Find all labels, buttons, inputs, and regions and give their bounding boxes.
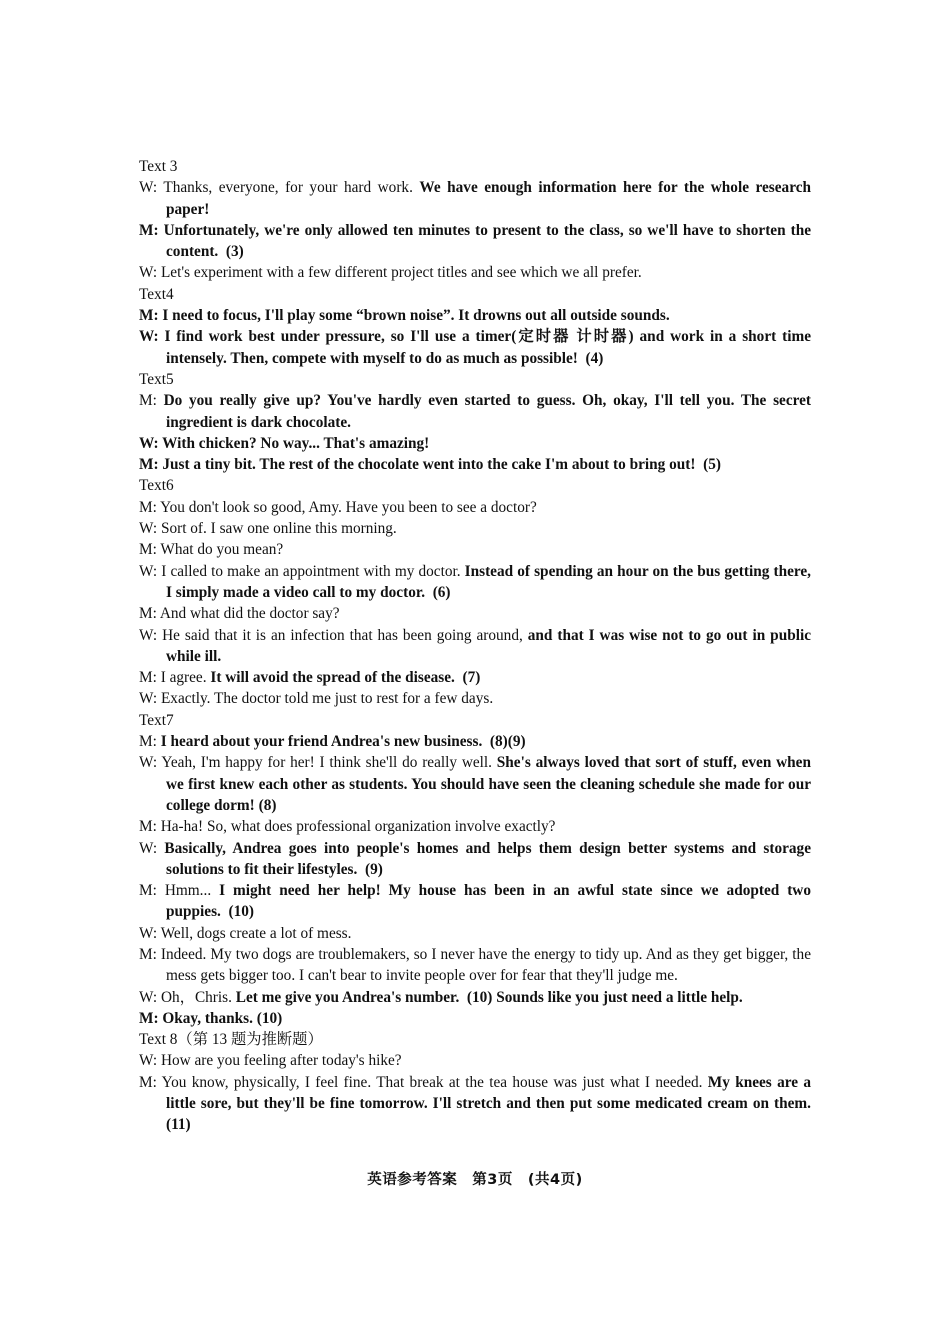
speaker-label: M:	[139, 307, 159, 325]
dialogue-text: My knees are a little sore, but they'll be fine tomorrow. I'll stretch and then put some medicated cream on them. (11)	[166, 1073, 811, 1134]
dialogue-text: Well, dogs create a lot of mess.	[160, 924, 352, 942]
speaker-label: M:	[139, 456, 159, 474]
speaker-label: W:	[139, 179, 158, 197]
dialogue-text: Unfortunately, we're only allowed ten minutes to present to the class, so we'll have to shorten the content. (3)	[163, 221, 812, 261]
dialogue-text: I called to make an appointment with my doctor.	[161, 562, 465, 580]
dialogue-text: You know, physically, I feel fine. That break at the tea house was just what I needed.	[161, 1073, 708, 1091]
dialogue-text: Hmm...	[164, 882, 220, 900]
speaker-label: W:	[139, 434, 159, 452]
dialogue-text: Indeed. My two dogs are troublemakers, so I never have the energy to tidy up. And as they get bigger, the mess gets bigger too. I can't bear to invite people over for fear that they'll judge me.	[160, 945, 811, 985]
speaker-label: W:	[139, 754, 158, 772]
dialogue-text: Yeah, I'm happy for her! I think she'll do really well.	[161, 754, 497, 772]
speaker-label: M:	[139, 882, 157, 900]
dialogue-text: We have enough information here for the whole research paper!	[166, 179, 811, 218]
speaker-label: W:	[139, 839, 158, 857]
dialogue-text: Sort of. I saw one online this morning.	[160, 520, 397, 538]
dialogue-text: Let's experiment with a few different project titles and see which we all prefer.	[160, 264, 642, 282]
speaker-label: M:	[139, 541, 157, 559]
section-heading: Text4	[139, 285, 174, 303]
dialogue-text: With chicken? No way... That's amazing!	[162, 434, 430, 452]
dialogue-text: I might need her help! My house has been in an awful state since we adopted two puppies. (10)	[166, 882, 812, 921]
dialogue-text: And what did the doctor say?	[159, 605, 340, 623]
dialogue-line	[139, 944, 811, 987]
dialogue-line	[139, 518, 811, 539]
dialogue-line	[139, 454, 811, 475]
dialogue-text: I heard about your friend Andrea's new business. (8)(9)	[160, 733, 526, 751]
dialogue-text: It will avoid the spread of the disease. (7)	[210, 669, 481, 687]
dialogue-line	[139, 497, 811, 518]
dialogue-line	[139, 539, 811, 560]
dialogue-line	[139, 688, 811, 709]
dialogue-line	[139, 1050, 811, 1071]
dialogue-line	[139, 880, 811, 923]
speaker-label: M:	[139, 1009, 159, 1027]
dialogue-line	[139, 625, 811, 668]
dialogue-text: Basically, Andrea goes into people's homes and helps them design better systems and storage solutions to fit their lifestyles. (9)	[164, 839, 811, 878]
speaker-label: W:	[139, 690, 158, 708]
dialogue-text: and that I was wise not to go out in public while ill.	[166, 626, 811, 665]
dialogue-text: Do you really give up? You've hardly even started to guess. Oh, okay, I'll tell you. The secret ingredient is dark chocolate.	[163, 392, 811, 431]
speaker-label: W:	[139, 924, 158, 942]
dialogue-line	[139, 390, 811, 433]
section-heading: Text 8（第 13 题为推断题）	[139, 1031, 323, 1049]
speaker-label: W:	[139, 328, 159, 346]
speaker-label: M:	[139, 498, 157, 516]
dialogue-line	[139, 923, 811, 944]
dialogue-text: I agree.	[160, 669, 211, 687]
dialogue-text: Okay, thanks. (10)	[162, 1009, 283, 1027]
dialogue-text: Let me give you Andrea's number. (10) Sounds like you just need a little help.	[235, 988, 743, 1006]
speaker-label: W:	[139, 520, 158, 538]
speaker-label: M:	[139, 1073, 157, 1091]
dialogue-text: Instead of spending an hour on the bus getting there, I simply made a video call to my doctor. (6)	[166, 562, 812, 601]
dialogue-line	[139, 433, 811, 454]
dialogue-line	[139, 177, 811, 220]
dialogue-text: Oh，Chris.	[160, 988, 236, 1006]
speaker-label: M:	[139, 669, 157, 687]
dialogue-line	[139, 603, 811, 624]
section-heading: Text7	[139, 711, 174, 729]
page-footer: 英语参考答案 第3页 (共4页)	[367, 1172, 583, 1188]
dialogue-text: She's always loved that sort of stuff, even when we first knew each other as students. You should have seen the cleaning schedule she made for our college dorm! (8)	[166, 754, 811, 814]
dialogue-line	[139, 731, 811, 752]
dialogue-line	[139, 220, 811, 263]
dialogue-line	[139, 1008, 811, 1029]
answer-transcript	[139, 156, 811, 1136]
speaker-label: W:	[139, 1052, 158, 1070]
section-heading: Text5	[139, 370, 174, 388]
dialogue-line	[139, 816, 811, 837]
speaker-label: M:	[139, 945, 157, 963]
dialogue-line	[139, 838, 811, 881]
dialogue-line	[139, 987, 811, 1008]
dialogue-text: Thanks, everyone, for your hard work.	[163, 179, 420, 197]
section-heading: Text6	[139, 477, 174, 495]
dialogue-line	[139, 262, 811, 283]
speaker-label: W:	[139, 626, 158, 644]
dialogue-line	[139, 561, 811, 604]
dialogue-text: He said that it is an infection that has been going around,	[162, 626, 528, 644]
dialogue-text: How are you feeling after today's hike?	[160, 1052, 402, 1070]
dialogue-line	[139, 326, 811, 369]
speaker-label: W:	[139, 264, 158, 282]
dialogue-line	[139, 305, 811, 326]
dialogue-text: Exactly. The doctor told me just to rest for a few days.	[160, 690, 494, 708]
speaker-label: M:	[139, 605, 157, 623]
dialogue-text: Just a tiny bit. The rest of the chocolate went into the cake I'm about to bring out! (5)	[162, 456, 721, 474]
speaker-label: M:	[139, 221, 159, 239]
speaker-label: M:	[139, 733, 157, 751]
speaker-label: W:	[139, 988, 158, 1006]
speaker-label: M:	[139, 818, 157, 836]
dialogue-text: Ha-ha! So, what does professional organization involve exactly?	[160, 818, 556, 836]
dialogue-text: You don't look so good, Amy. Have you been to see a doctor?	[160, 498, 537, 516]
speaker-label: M:	[139, 392, 157, 410]
dialogue-text: I find work best under pressure, so I'll use a timer(定时器 计时器) and work in a short time intensely. Then, compete with myself to do as much as possible! (4)	[164, 328, 811, 367]
dialogue-text: What do you mean?	[160, 541, 284, 559]
dialogue-line	[139, 752, 811, 816]
dialogue-line	[139, 1072, 811, 1136]
dialogue-line	[139, 667, 811, 688]
dialogue-text: I need to focus, I'll play some “brown noise”. It drowns out all outside sounds.	[162, 307, 670, 325]
section-heading: Text 3	[139, 158, 178, 175]
speaker-label: W:	[139, 562, 158, 580]
